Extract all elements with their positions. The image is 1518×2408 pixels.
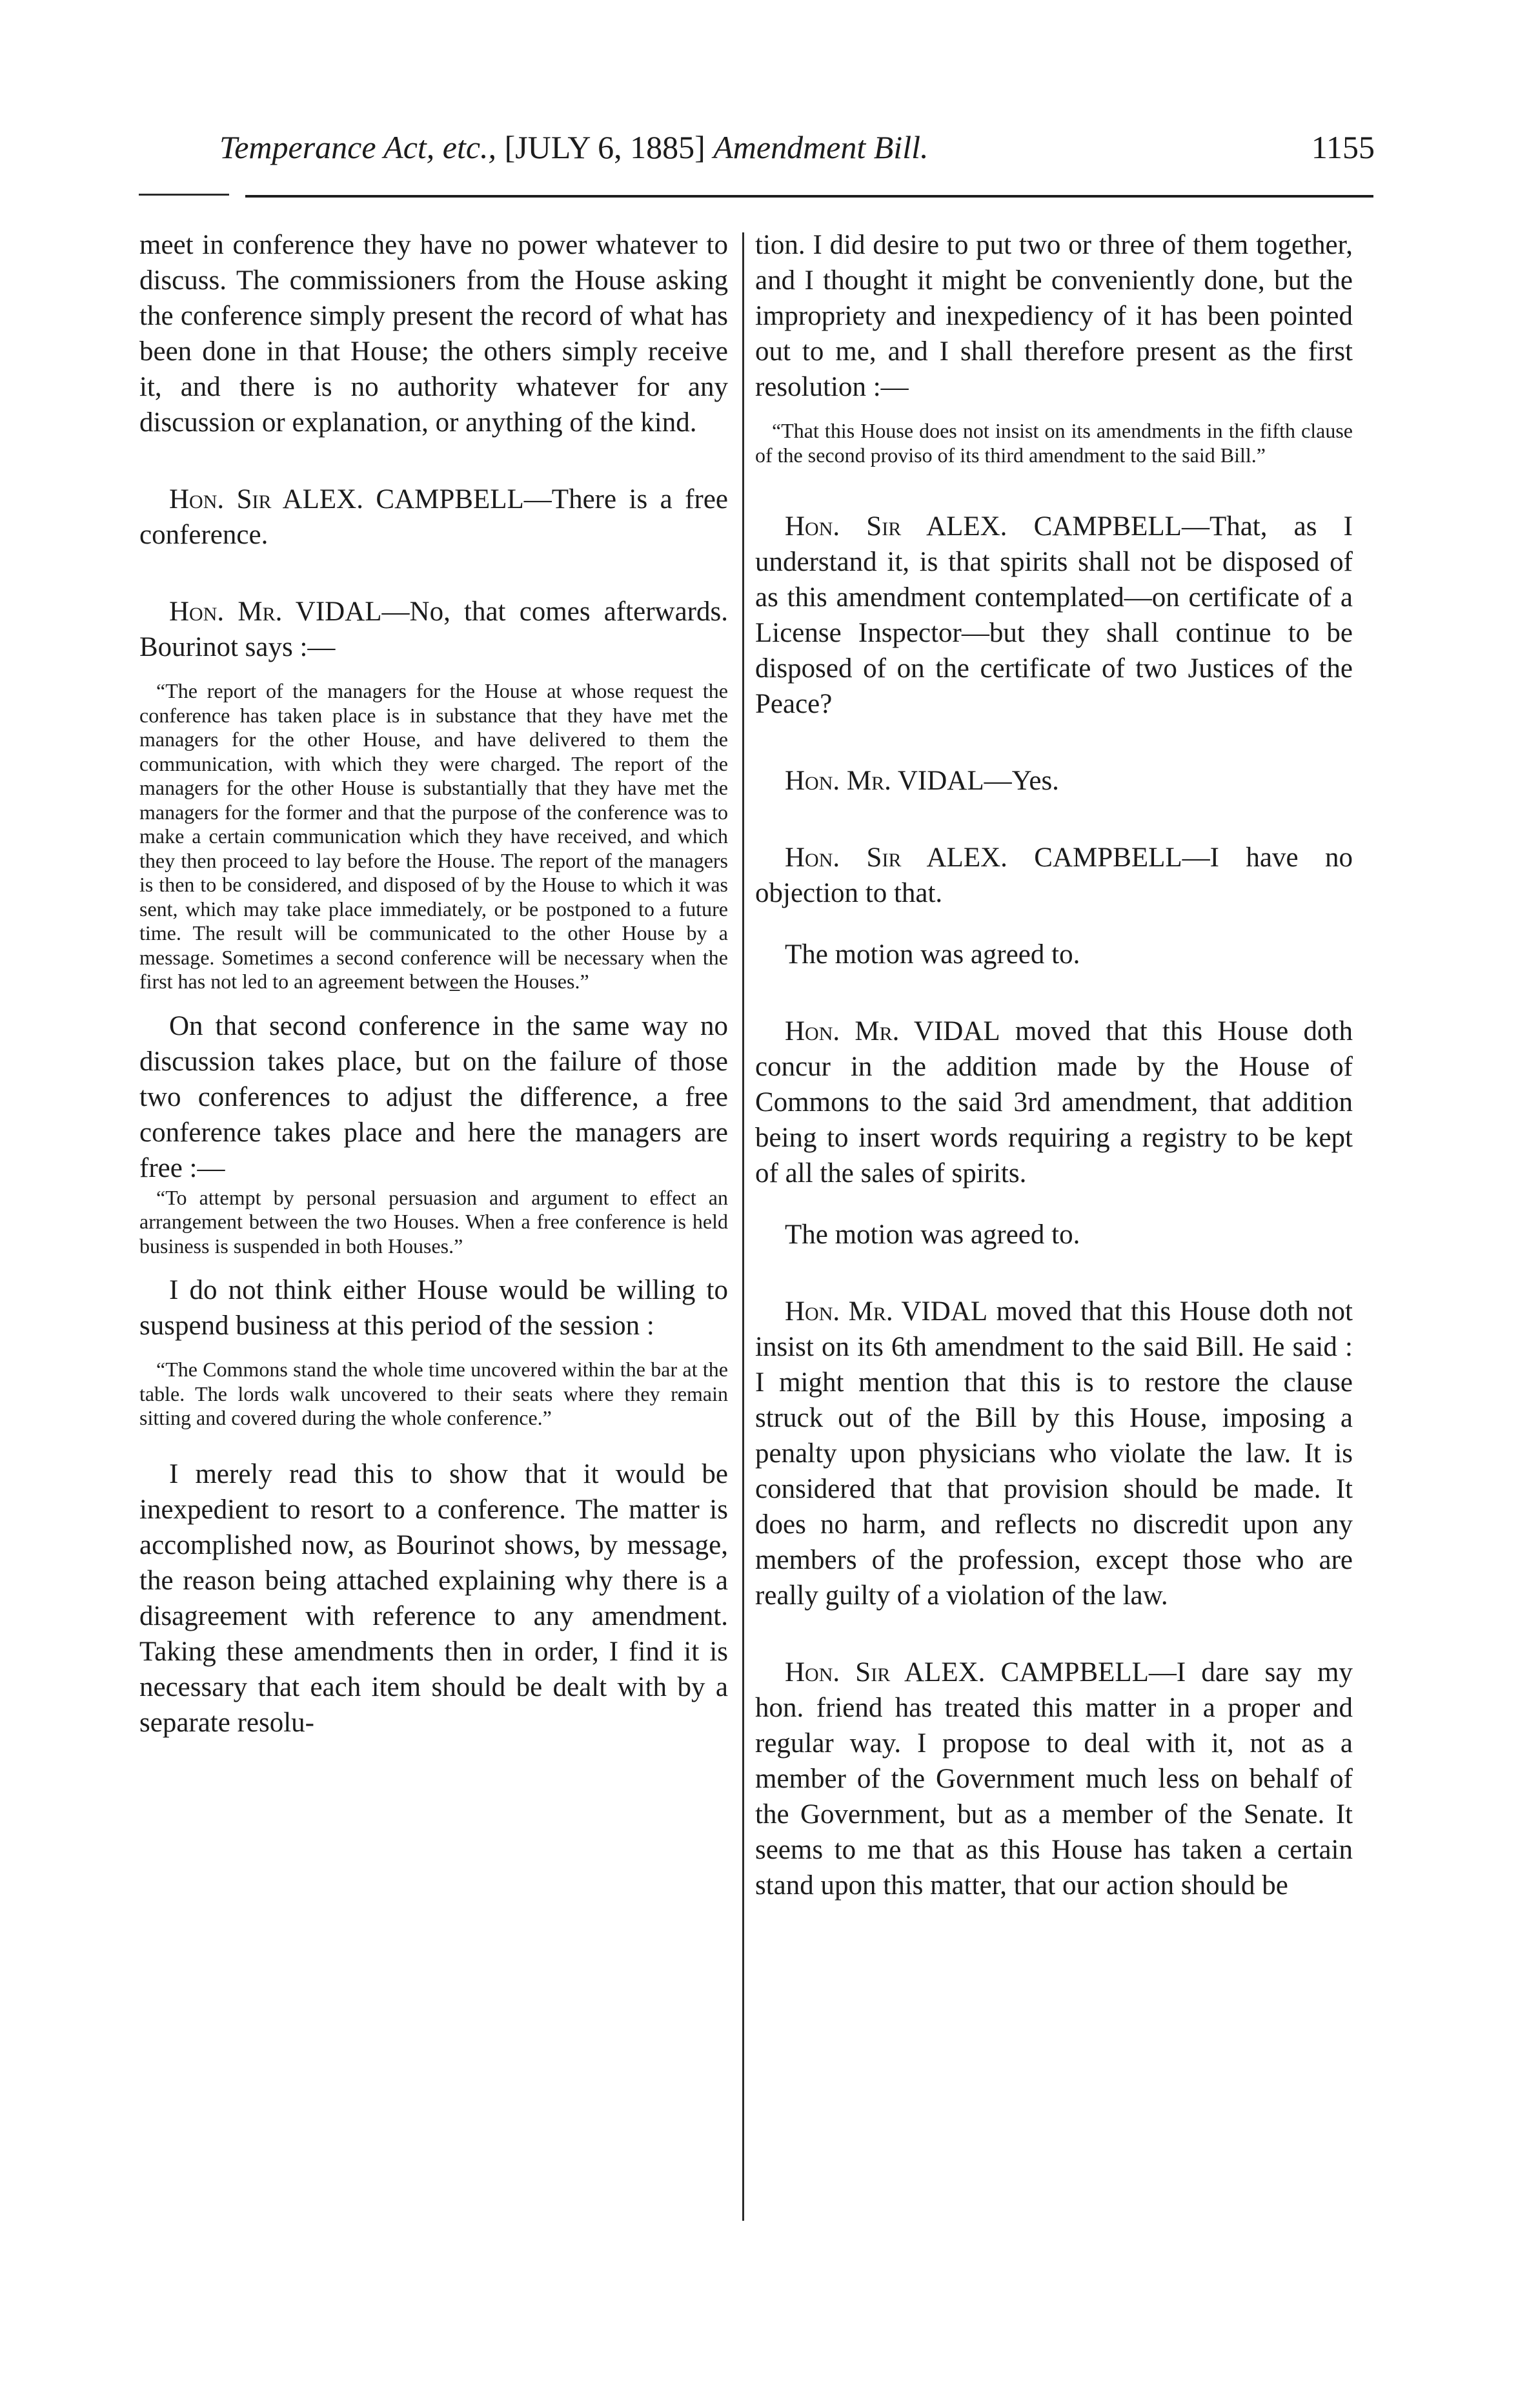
running-title: [219, 121, 929, 173]
speaker-name: Hon. Sir ALEX. CAMPBELL: [785, 511, 1182, 542]
running-title-right: Amendment Bill.: [713, 129, 929, 165]
column-separator: [742, 232, 744, 2221]
running-title-left: Temperance Act, etc.,: [219, 129, 497, 165]
page-number: 1155: [1311, 129, 1375, 165]
speech-text: moved that this House doth not insist on its 6th amendment to the said Bill. He said : I might mention that this is to restore the clause struck out of the Bill by this House, imposing a penalty upon physicians who violate the law. It is considered that that provision should be made. It does no harm, and reflects no discredit upon any members of the profession, except those who are really guilty of a violation of the law.: [755, 1296, 1353, 1611]
running-header: [219, 121, 1375, 173]
speech-text: —There is a free conference.: [139, 484, 728, 550]
speaker-name: Hon. Mr. VIDAL: [169, 597, 382, 627]
motion-result: The motion was agreed to.: [785, 1219, 1080, 1250]
paragraph: On that second conference in the same way no discussion takes place, but on the failure of those two conferences to adjust the difference, a free conference takes place and here the managers are free :—: [139, 1010, 728, 1183]
speech-text: —No, that comes afterwards. Bourinot says :—: [139, 597, 728, 662]
header-rule-short: [139, 194, 229, 196]
speech-paragraph: [755, 840, 1353, 911]
speaker-name: Hon. Sir ALEX. CAMPBELL: [785, 1657, 1149, 1688]
speaker-name: Hon. Sir ALEX. CAMPBELL: [169, 484, 524, 515]
block-quote: “That this House does not insist on its amendments in the fifth clause of the second proviso of its third amendment to the said Bill.”: [755, 419, 1353, 467]
speech-paragraph: [755, 509, 1353, 722]
speech-text: —I dare say my hon. friend has treated this matter in a proper and regular way. I propose to deal with it, not as a member of the Government much less on behalf of the Government, but as a member of the Senate. It seems to me that as this House has taken a certain stand upon this matter, that our action should be: [755, 1657, 1353, 1901]
speaker-name: Hon. Mr. VIDAL: [785, 1016, 1000, 1046]
speech-text: —I have no objection to that.: [755, 842, 1353, 908]
speech-paragraph: [139, 482, 728, 553]
block-quote: “The report of the managers for the House at whose request the conference has taken place is in substance that they have met the managers for the other House, and have delivered to them the communication, with which they were charged. The report of the managers for the other House is substantially that they have met the managers for the former and that the purpose of the conference was to make a certain communication which they have received, and which they then proceed to lay before the House. The report of the managers is then to be considered, and disposed of by the House to which it was sent, which may take place immediately, or be postponed to a future time. The result will be communicated to the other House by a message. Sometimes a second conference will be necessary when the first has not led to an agreement betwe̲en the Houses.”: [139, 679, 728, 993]
speech-paragraph: [755, 763, 1353, 799]
paragraph: I do not think either House would be willing to suspend business at this period of the session :: [139, 1275, 728, 1341]
speech-text: —That, as I understand it, is that spirits shall not be disposed of as this amendment contemplated—on certificate of a License Inspector—but they shall continue to be disposed of on the certificate of two Justices of the Peace?: [755, 511, 1353, 719]
paragraph: meet in conference they have no power whatever to discuss. The commissioners from the House asking the conference simply present the record of what has been done in that House; the others simply receive it, and there is no authority whatever for any discussion or explanation, or anything of the kind.: [139, 230, 728, 438]
header-rule: [245, 195, 1373, 198]
header-date: [JULY 6, 1885]: [504, 129, 705, 165]
speaker-name: Hon. Sir ALEX. CAMPBELL: [785, 842, 1182, 873]
paragraph: tion. I did desire to put two or three of them together, and I thought it might be conveniently done, but the impropriety and inexpediency of it has been pointed out to me, and I shall therefore present as the first resolution :—: [755, 230, 1353, 402]
speech-paragraph: [755, 1014, 1353, 1191]
speaker-name: Hon. Mr. VIDAL: [785, 766, 984, 796]
right-column: [755, 227, 1353, 1903]
speech-paragraph: [755, 1655, 1353, 1903]
left-column: [139, 227, 728, 1740]
speech-paragraph: [139, 594, 728, 665]
speech-text: moved that this House doth concur in the addition made by the House of Commons to the said 3rd amendment, that addition being to insert words requiring a registry to be kept of all the sales of spirits.: [755, 1016, 1353, 1189]
speech-text: —Yes.: [984, 766, 1059, 796]
speech-paragraph: [755, 1294, 1353, 1613]
block-quote: “To attempt by personal persuasion and argument to effect an arrangement between the two Houses. When a free conference is held business is suspended in both Houses.”: [139, 1185, 728, 1258]
paragraph: I merely read this to show that it would be inexpedient to resort to a conference. The matter is accomplished now, as Bourinot shows, by message, the reason being attached explaining why there is a disagreement with reference to any amendment. Taking these amendments then in order, I find it is necessary that each item should be dealt with by a separate resolu-: [139, 1458, 728, 1738]
speaker-name: Hon. Mr. VIDAL: [785, 1296, 988, 1327]
motion-result: The motion was agreed to.: [785, 939, 1080, 970]
block-quote: “The Commons stand the whole time uncovered within the bar at the table. The lords walk uncovered to their seats where they remain sitting and covered during the whole conference.”: [139, 1358, 728, 1429]
